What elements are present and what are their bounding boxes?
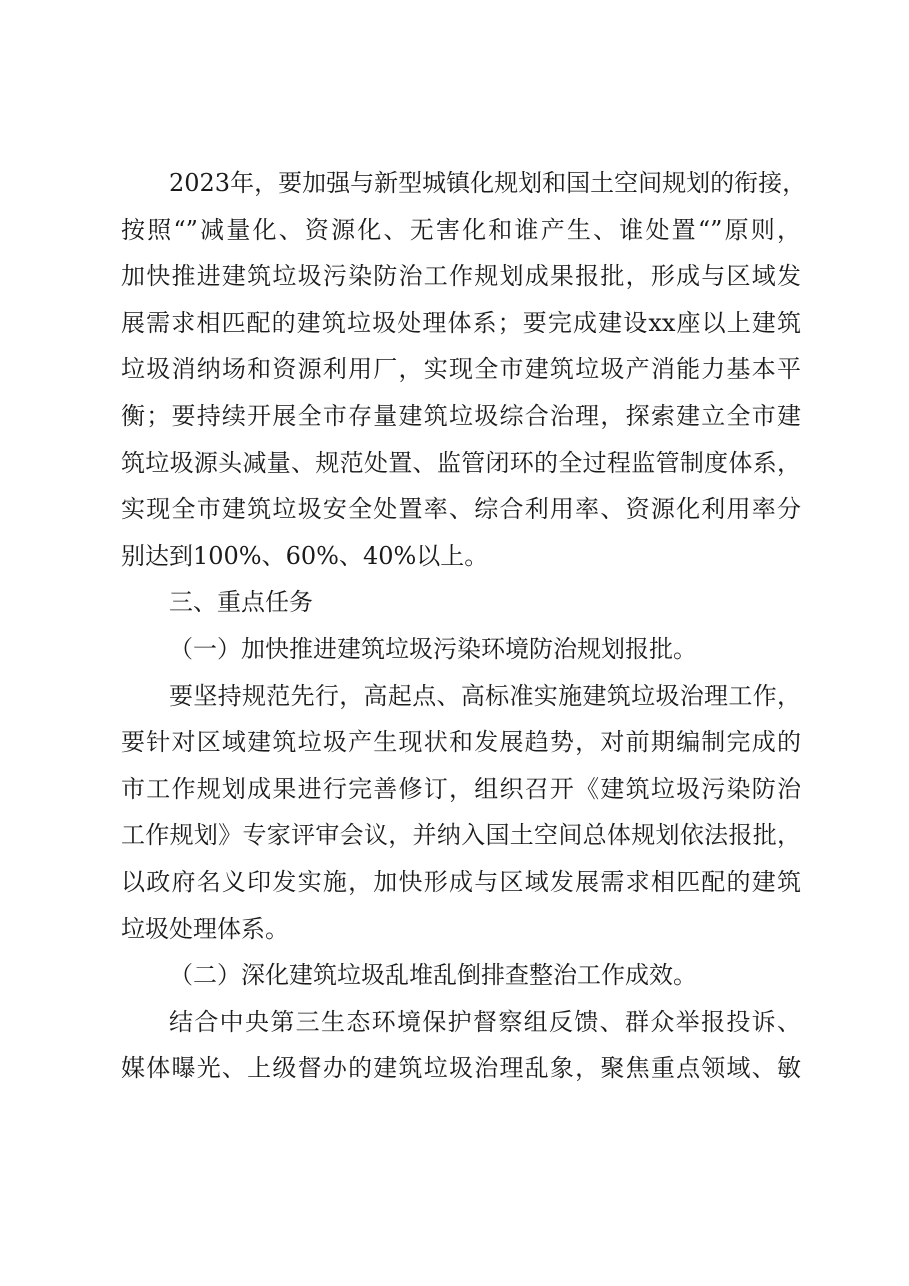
paragraph-line: 市工作规划成果进行完善修订，组织召开《建筑垃圾污染防治: [121, 774, 801, 803]
section-heading: 三、重点任务: [169, 588, 313, 617]
paragraph-line: 垃圾消纳场和资源利用厂，实现全市建筑垃圾产消能力基本平: [121, 355, 801, 384]
paragraph-line: 2023年，要加强与新型城镇化规划和国土空间规划的衔接，: [169, 169, 807, 197]
paragraph-line: 衡；要持续开展全市存量建筑垃圾综合治理，探索建立全市建: [121, 401, 801, 430]
paragraph-line: 别达到100%、60%、40%以上。: [121, 541, 489, 570]
paragraph-line: 垃圾处理体系。: [121, 914, 289, 943]
document-body: [121, 160, 807, 1092]
paragraph-line: 结合中央第三生态环境保护督察组反馈、群众举报投诉、: [169, 1007, 801, 1036]
paragraph-line: 工作规划》专家评审会议，并纳入国土空间总体规划依法报批，: [121, 821, 801, 850]
paragraph-line: 按照“”减量化、资源化、无害化和谁产生、谁处置“”原则，: [121, 215, 801, 244]
subsection-heading: （一）加快推进建筑垃圾污染环境防治规划报批。: [169, 634, 697, 663]
paragraph-line: 筑垃圾源头减量、规范处置、监管闭环的全过程监管制度体系，: [121, 448, 801, 477]
subsection-heading: （二）深化建筑垃圾乱堆乱倒排查整治工作成效。: [169, 961, 697, 990]
paragraph-line: 要针对区域建筑垃圾产生现状和发展趋势，对前期编制完成的: [121, 728, 801, 757]
paragraph-line: 要坚持规范先行，高起点、高标准实施建筑垃圾治理工作，: [169, 681, 801, 710]
paragraph-line: 媒体曝光、上级督办的建筑垃圾治理乱象，聚焦重点领域、敏: [121, 1054, 801, 1083]
paragraph-line: 以政府名义印发实施，加快形成与区域发展需求相匹配的建筑: [121, 867, 801, 896]
paragraph-line: 展需求相匹配的建筑垃圾处理体系；要完成建设xx座以上建筑: [121, 308, 801, 337]
paragraph-line: 实现全市建筑垃圾安全处置率、综合利用率、资源化利用率分: [121, 495, 801, 524]
paragraph-line: 加快推进建筑垃圾污染防治工作规划成果报批，形成与区域发: [121, 262, 801, 291]
